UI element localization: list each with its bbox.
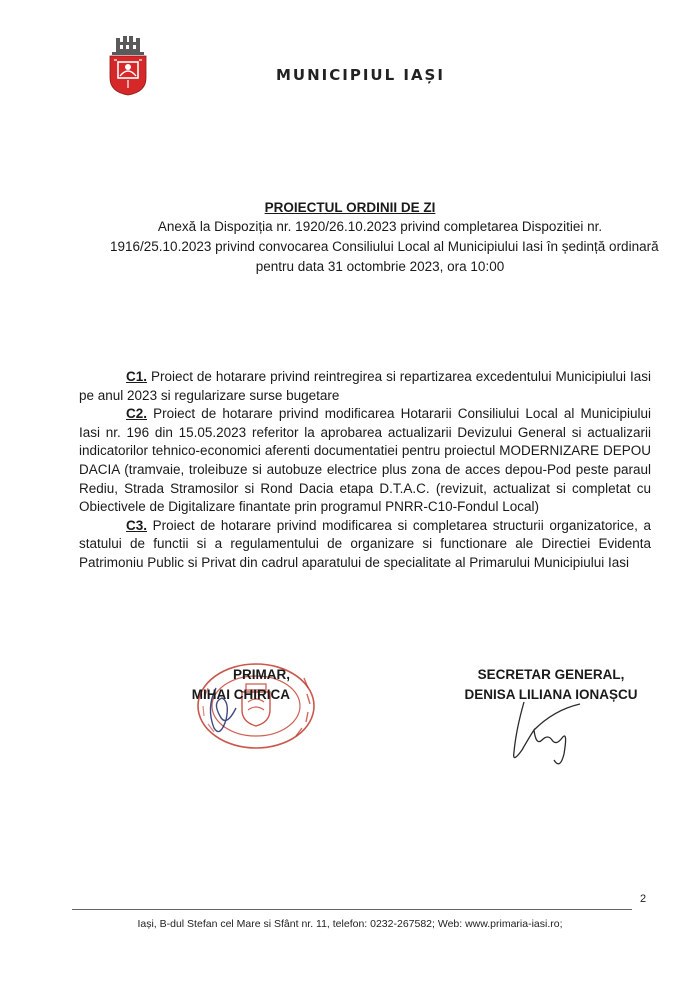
agenda-item	[79, 368, 651, 405]
agenda-item-text: Proiect de hotarare privind modificarea si completarea structurii organizatorice, a statului de functii si a regulamentului de organizare si functionare ale Directiei Evidenta Patrimoniu Public si Privat din cadrul aparatului de specialitate al Primarului Municipiului Iasi	[79, 517, 651, 570]
footer-divider	[72, 909, 632, 910]
agenda-item	[79, 405, 651, 517]
signatory-role: SECRETAR GENERAL,	[477, 667, 625, 682]
iasi-coat-of-arms-icon	[106, 36, 150, 96]
document-title: PROIECTUL ORDINII DE ZI	[264, 200, 436, 215]
signatory-name: DENISA LILIANA IONAȘCU	[464, 687, 638, 702]
agenda-item-label: C1.	[126, 369, 148, 384]
agenda-item-label: C3.	[126, 517, 148, 533]
agenda-item-text: Proiect de hotarare privind reintregirea si repartizarea excedentului Municipiului Iasi pe anul 2023 si regularizare surse bugetare	[79, 369, 651, 403]
page-number: 2	[640, 893, 647, 905]
signatory-role: PRIMAR,	[233, 667, 290, 682]
agenda-item-label: C2.	[126, 406, 148, 422]
mayor-signature-block	[150, 665, 290, 705]
document-subtitle	[110, 217, 659, 277]
subtitle-line: Anexă la Dispoziția nr. 1920/26.10.2023 privind completarea Dispozitiei nr.	[157, 219, 603, 234]
subtitle-line: pentru data 31 octombrie 2023, ora 10:00	[255, 259, 505, 274]
subtitle-line: 1916/25.10.2023 privind convocarea Consiliului Local al Municipiului Iasi în ședință ordinară	[110, 239, 659, 254]
handwritten-signature-icon	[494, 690, 584, 770]
institution-name: MUNICIPIUL IAȘI	[276, 66, 445, 84]
agenda-item	[79, 517, 651, 573]
agenda-item-text: Proiect de hotarare privind modificarea Hotararii Consiliului Local al Municipiului Iasi nr. 196 din 15.05.2023 referitor la aprobarea actualizarii Devizului General si actualizarii indicatorilor tehnico-economici aferenti documentatiei pentru proiectul MODERNIZARE DEPOU DACIA (tramvaie, troleibuze si autobuze electrice plus zona de acces depou-Pod peste paraul Rediu, Strada Stramosilor si Rond Dacia etapa D.T.A.C. (revizuit, actualizat si completat cu Obiectivele de Digitalizare finantate prin programul PNRR-C10-Fondul Local)	[79, 406, 651, 515]
agenda-items	[79, 368, 651, 573]
footer-address: Iași, B-dul Stefan cel Mare si Sfânt nr. 11, telefon: 0232-267582; Web: www.primaria-iasi.ro;	[137, 918, 563, 930]
signatory-name: MIHAI CHIRICA	[191, 687, 290, 702]
